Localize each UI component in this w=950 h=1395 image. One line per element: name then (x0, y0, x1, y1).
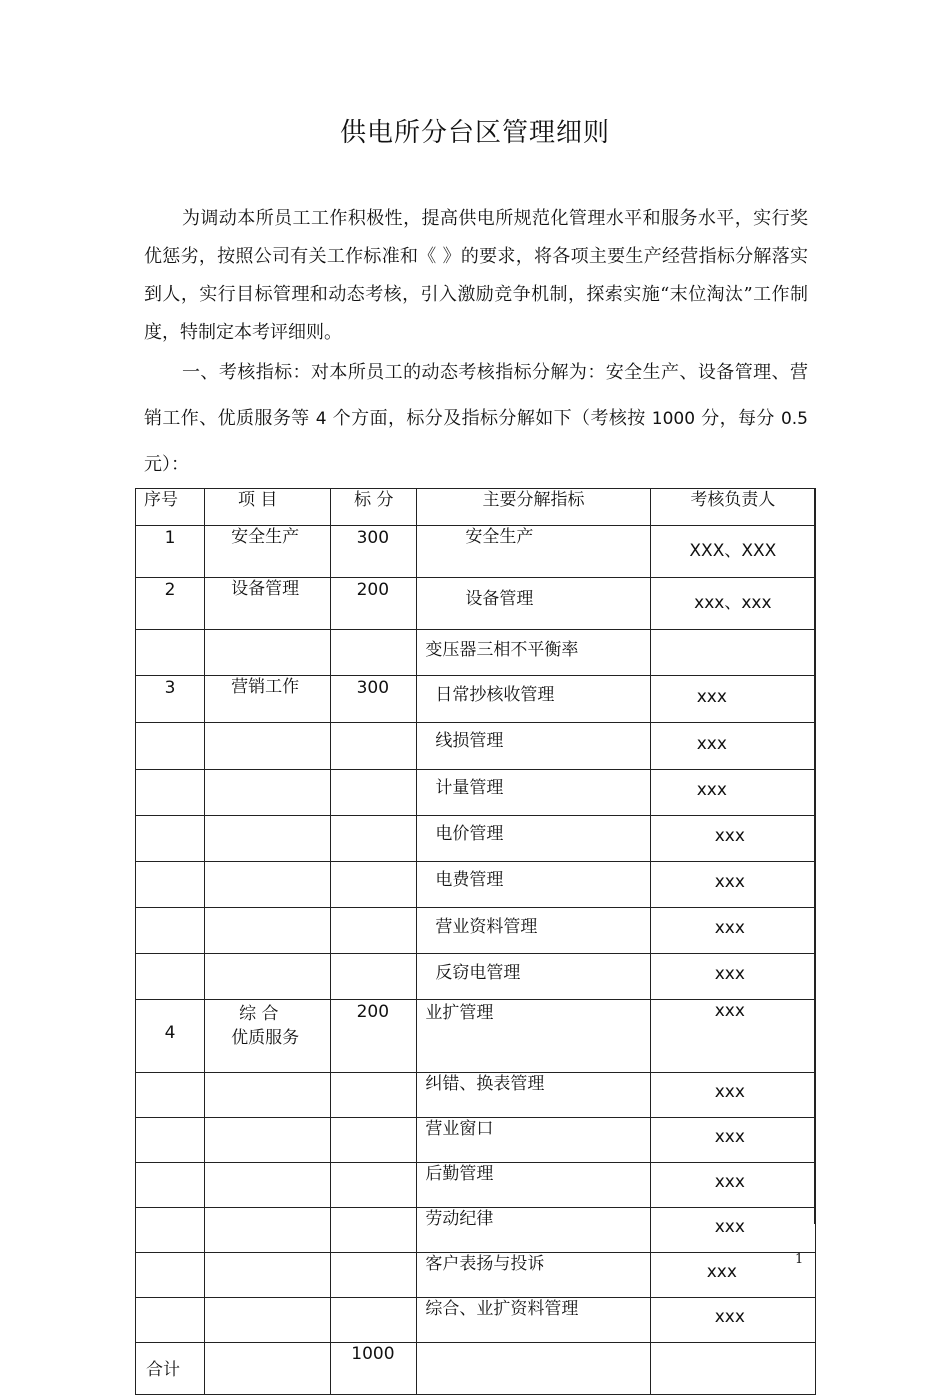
cell-score: 200 (331, 1000, 417, 1073)
cell-score (331, 954, 417, 1000)
cell-item (205, 1343, 331, 1395)
cell-item-line: 综 合 (239, 1004, 279, 1024)
cell-no (136, 1253, 205, 1298)
intro-paragraph: 为调动本所员工工作积极性，提高供电所规范化管理水平和服务水平，实行奖优惩劣，按照公司有关工作标准和《 》的要求，将各项主要生产经营指标分解落实到人，实行目标管理和动态考核，引入激励竞争机制，探索实施“末位淘汰”工作制度，特制定本考评细则。 (144, 208, 808, 343)
table-row (136, 1298, 816, 1343)
cell-no (136, 1163, 205, 1208)
paragraph-number: 4 (315, 409, 327, 429)
paragraph-number: 0.5 (780, 409, 808, 429)
page-number: 1 (795, 1252, 804, 1267)
cell-no (136, 1118, 205, 1163)
header-item: 项 目 (205, 489, 331, 526)
cell-no (136, 723, 205, 770)
table-row (136, 723, 816, 770)
table-edge (814, 488, 816, 1224)
cell-indicator: 后勤管理 (417, 1163, 650, 1208)
cell-indicator: 安全生产 (417, 526, 650, 578)
cell-indicator: 变压器三相不平衡率 (417, 630, 650, 676)
cell-item (205, 1000, 331, 1073)
cell-indicator: 线损管理 (417, 723, 650, 770)
cell-no (136, 816, 205, 862)
table-row (136, 1073, 816, 1118)
cell-indicator: 劳动纪律 (417, 1208, 650, 1253)
cell-no (136, 862, 205, 908)
cell-indicator: 业扩管理 (417, 1000, 650, 1073)
header-indicator: 主要分解指标 (417, 489, 650, 526)
table-total-row (136, 1343, 816, 1395)
cell-owner: xxx (650, 723, 815, 770)
header-owner: 考核负责人 (650, 489, 815, 526)
cell-indicator: 客户表扬与投诉 (417, 1253, 650, 1298)
cell-no: 4 (136, 1000, 205, 1073)
cell-owner (650, 630, 815, 676)
indicator-paragraph (144, 350, 808, 488)
cell-owner: xxx (650, 1163, 815, 1208)
cell-owner: xxx (650, 1000, 815, 1073)
cell-indicator: 营业窗口 (417, 1118, 650, 1163)
cell-item (205, 1163, 331, 1208)
cell-item (205, 816, 331, 862)
header-score: 标 分 (331, 489, 417, 526)
cell-score (331, 1253, 417, 1298)
cell-no: 2 (136, 578, 205, 630)
cell-indicator: 计量管理 (417, 770, 650, 816)
cell-item: 安全生产 (205, 526, 331, 578)
cell-owner: xxx (650, 954, 815, 1000)
cell-owner: xxx (650, 1253, 815, 1298)
cell-score (331, 1163, 417, 1208)
cell-score (331, 1118, 417, 1163)
cell-indicator: 反窃电管理 (417, 954, 650, 1000)
table-row (136, 1253, 816, 1298)
table-row (136, 578, 816, 630)
cell-no (136, 1073, 205, 1118)
cell-score (331, 1298, 417, 1343)
cell-score (331, 1208, 417, 1253)
total-score: 1000 (331, 1343, 417, 1395)
cell-score (331, 816, 417, 862)
cell-owner: xxx (650, 1208, 815, 1253)
cell-score (331, 862, 417, 908)
cell-no (136, 630, 205, 676)
cell-owner: xxx、xxx (650, 578, 815, 630)
cell-indicator: 设备管理 (417, 578, 650, 630)
cell-item (205, 1073, 331, 1118)
cell-item (205, 908, 331, 954)
paragraph-text: 一、考核指标：对本所员工的动态考核指标分解为：安全生产、设备管理、营销工作、优质服务等 (144, 362, 808, 429)
table-header-row (136, 489, 816, 526)
cell-owner: xxx (650, 676, 815, 723)
paragraph-text: 元）： (144, 454, 189, 475)
paragraph-text: 分，每分 (695, 408, 781, 429)
table-row (136, 526, 816, 578)
cell-score (331, 723, 417, 770)
cell-item (205, 1118, 331, 1163)
cell-owner: xxx (650, 770, 815, 816)
cell-owner: XXX、XXX (650, 526, 815, 578)
cell-owner: xxx (650, 1118, 815, 1163)
cell-score (331, 908, 417, 954)
cell-indicator (417, 1343, 650, 1395)
cell-no (136, 770, 205, 816)
cell-score (331, 1073, 417, 1118)
cell-no (136, 1298, 205, 1343)
cell-item: 营销工作 (205, 676, 331, 723)
table-row (136, 1208, 816, 1253)
cell-item-line: 优质服务 (231, 1028, 300, 1048)
table-row (136, 770, 816, 816)
cell-item (205, 630, 331, 676)
table-row (136, 1000, 816, 1073)
cell-item (205, 862, 331, 908)
paragraph-number: 1000 (651, 409, 696, 429)
cell-indicator: 纠错、换表管理 (417, 1073, 650, 1118)
table-row (136, 816, 816, 862)
cell-item (205, 1298, 331, 1343)
cell-no (136, 954, 205, 1000)
cell-item (205, 770, 331, 816)
document-title: 供电所分台区管理细则 (339, 118, 610, 148)
cell-owner (650, 1343, 815, 1395)
cell-no (136, 1208, 205, 1253)
cell-item (205, 723, 331, 770)
table-row (136, 1118, 816, 1163)
cell-owner: xxx (650, 1298, 815, 1343)
cell-item: 设备管理 (205, 578, 331, 630)
cell-indicator: 营业资料管理 (417, 908, 650, 954)
table-row (136, 1163, 816, 1208)
cell-owner: xxx (650, 862, 815, 908)
cell-indicator: 电价管理 (417, 816, 650, 862)
assessment-table (135, 488, 816, 1395)
cell-no (136, 908, 205, 954)
cell-item (205, 1208, 331, 1253)
table-row (136, 954, 816, 1000)
total-label: 合计 (136, 1343, 205, 1395)
cell-item (205, 954, 331, 1000)
table-row (136, 630, 816, 676)
cell-indicator: 日常抄核收管理 (417, 676, 650, 723)
cell-score: 200 (331, 578, 417, 630)
header-no: 序号 (136, 489, 205, 526)
cell-owner: xxx (650, 1073, 815, 1118)
table-row (136, 908, 816, 954)
paragraph-text: 个方面，标分及指标分解如下（考核按 (326, 408, 652, 429)
cell-owner: xxx (650, 816, 815, 862)
cell-indicator: 电费管理 (417, 862, 650, 908)
cell-score: 300 (331, 526, 417, 578)
cell-score: 300 (331, 676, 417, 723)
cell-no: 1 (136, 526, 205, 578)
cell-score (331, 630, 417, 676)
cell-owner: xxx (650, 908, 815, 954)
cell-item (205, 1253, 331, 1298)
cell-score (331, 770, 417, 816)
cell-no: 3 (136, 676, 205, 723)
table-row (136, 862, 816, 908)
table-row (136, 676, 816, 723)
cell-indicator: 综合、业扩资料管理 (417, 1298, 650, 1343)
